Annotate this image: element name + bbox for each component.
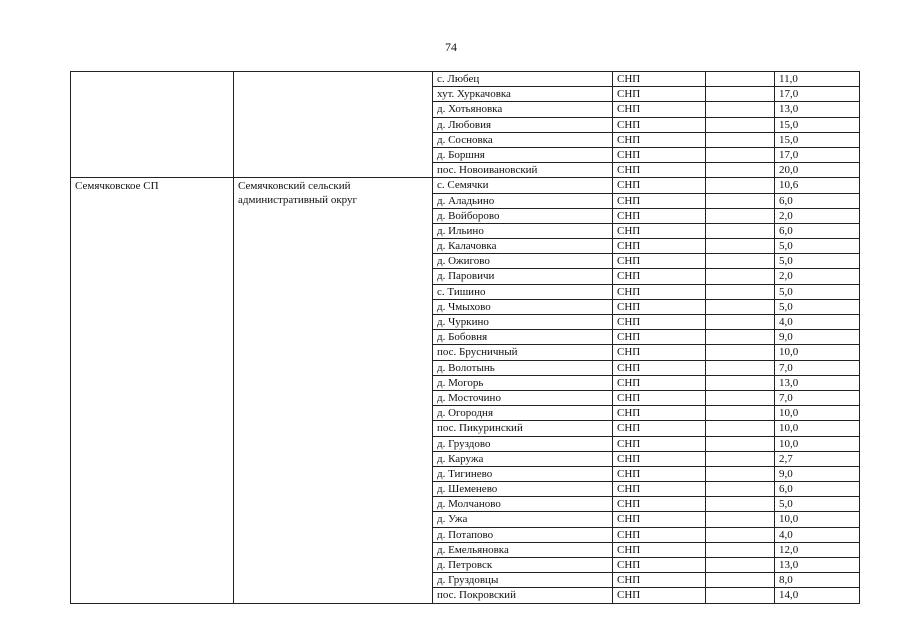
- value-cell: 12,0: [775, 542, 860, 557]
- type-cell: СНП: [613, 132, 706, 147]
- empty-cell: [706, 527, 775, 542]
- empty-cell: [706, 482, 775, 497]
- empty-cell: [706, 208, 775, 223]
- value-cell: 13,0: [775, 558, 860, 573]
- value-cell: 9,0: [775, 466, 860, 481]
- value-cell: 7,0: [775, 360, 860, 375]
- type-cell: СНП: [613, 315, 706, 330]
- value-cell: 13,0: [775, 375, 860, 390]
- empty-cell: [706, 542, 775, 557]
- type-cell: СНП: [613, 239, 706, 254]
- empty-cell: [706, 163, 775, 178]
- type-cell: СНП: [613, 375, 706, 390]
- place-cell: д. Огородня: [433, 406, 613, 421]
- empty-cell: [706, 466, 775, 481]
- type-cell: СНП: [613, 482, 706, 497]
- value-cell: 8,0: [775, 573, 860, 588]
- empty-cell: [706, 330, 775, 345]
- place-cell: д. Паровичи: [433, 269, 613, 284]
- settlements-table: [70, 71, 860, 604]
- type-cell: СНП: [613, 193, 706, 208]
- empty-cell: [706, 315, 775, 330]
- place-cell: д. Боршня: [433, 147, 613, 162]
- place-cell: д. Петровск: [433, 558, 613, 573]
- type-cell: СНП: [613, 208, 706, 223]
- type-cell: СНП: [613, 436, 706, 451]
- value-cell: 5,0: [775, 497, 860, 512]
- place-cell: д. Ужа: [433, 512, 613, 527]
- okrug-cell: Семячковский сельский административный округ: [234, 178, 433, 603]
- place-cell: пос. Покровский: [433, 588, 613, 603]
- type-cell: СНП: [613, 390, 706, 405]
- empty-cell: [706, 390, 775, 405]
- empty-cell: [706, 87, 775, 102]
- type-cell: СНП: [613, 223, 706, 238]
- place-cell: д. Шеменево: [433, 482, 613, 497]
- value-cell: 10,6: [775, 178, 860, 193]
- place-cell: д. Волотынь: [433, 360, 613, 375]
- empty-cell: [706, 193, 775, 208]
- value-cell: 11,0: [775, 72, 860, 87]
- empty-cell: [706, 147, 775, 162]
- place-cell: д. Могорь: [433, 375, 613, 390]
- value-cell: 2,0: [775, 208, 860, 223]
- empty-cell: [706, 573, 775, 588]
- place-cell: пос. Брусничный: [433, 345, 613, 360]
- value-cell: 5,0: [775, 284, 860, 299]
- empty-cell: [706, 102, 775, 117]
- place-cell: д. Войборово: [433, 208, 613, 223]
- place-cell: д. Груздовцы: [433, 573, 613, 588]
- type-cell: СНП: [613, 497, 706, 512]
- value-cell: 6,0: [775, 223, 860, 238]
- value-cell: 15,0: [775, 117, 860, 132]
- value-cell: 10,0: [775, 406, 860, 421]
- type-cell: СНП: [613, 72, 706, 87]
- place-cell: д. Сосновка: [433, 132, 613, 147]
- settlement-cell: [71, 72, 234, 178]
- empty-cell: [706, 406, 775, 421]
- settlement-cell: Семячковское СП: [71, 178, 234, 603]
- type-cell: СНП: [613, 284, 706, 299]
- place-cell: д. Ильино: [433, 223, 613, 238]
- place-cell: пос. Пикуринский: [433, 421, 613, 436]
- place-cell: д. Аладьино: [433, 193, 613, 208]
- place-cell: с. Семячки: [433, 178, 613, 193]
- value-cell: 15,0: [775, 132, 860, 147]
- empty-cell: [706, 254, 775, 269]
- place-cell: д. Потапово: [433, 527, 613, 542]
- empty-cell: [706, 72, 775, 87]
- type-cell: СНП: [613, 163, 706, 178]
- type-cell: СНП: [613, 147, 706, 162]
- place-cell: д. Калачовка: [433, 239, 613, 254]
- empty-cell: [706, 375, 775, 390]
- type-cell: СНП: [613, 421, 706, 436]
- place-cell: д. Мосточино: [433, 390, 613, 405]
- empty-cell: [706, 178, 775, 193]
- value-cell: 5,0: [775, 239, 860, 254]
- value-cell: 4,0: [775, 315, 860, 330]
- empty-cell: [706, 558, 775, 573]
- value-cell: 13,0: [775, 102, 860, 117]
- value-cell: 17,0: [775, 87, 860, 102]
- type-cell: СНП: [613, 117, 706, 132]
- value-cell: 6,0: [775, 482, 860, 497]
- empty-cell: [706, 132, 775, 147]
- place-cell: д. Любовия: [433, 117, 613, 132]
- value-cell: 10,0: [775, 436, 860, 451]
- empty-cell: [706, 345, 775, 360]
- place-cell: д. Груздово: [433, 436, 613, 451]
- place-cell: д. Молчаново: [433, 497, 613, 512]
- place-cell: с. Любец: [433, 72, 613, 87]
- empty-cell: [706, 360, 775, 375]
- place-cell: д. Чмыхово: [433, 299, 613, 314]
- place-cell: пос. Новоивановский: [433, 163, 613, 178]
- empty-cell: [706, 512, 775, 527]
- place-cell: с. Тишино: [433, 284, 613, 299]
- place-cell: д. Емельяновка: [433, 542, 613, 557]
- type-cell: СНП: [613, 406, 706, 421]
- type-cell: СНП: [613, 573, 706, 588]
- place-cell: д. Каружа: [433, 451, 613, 466]
- okrug-cell: [234, 72, 433, 178]
- place-cell: д. Тигинево: [433, 466, 613, 481]
- empty-cell: [706, 223, 775, 238]
- place-cell: д. Чуркино: [433, 315, 613, 330]
- value-cell: 17,0: [775, 147, 860, 162]
- value-cell: 10,0: [775, 512, 860, 527]
- value-cell: 5,0: [775, 299, 860, 314]
- empty-cell: [706, 436, 775, 451]
- value-cell: 10,0: [775, 421, 860, 436]
- type-cell: СНП: [613, 330, 706, 345]
- type-cell: СНП: [613, 558, 706, 573]
- place-cell: д. Ожигово: [433, 254, 613, 269]
- empty-cell: [706, 299, 775, 314]
- type-cell: СНП: [613, 87, 706, 102]
- value-cell: 7,0: [775, 390, 860, 405]
- empty-cell: [706, 284, 775, 299]
- empty-cell: [706, 421, 775, 436]
- type-cell: СНП: [613, 360, 706, 375]
- place-cell: д. Бобовня: [433, 330, 613, 345]
- type-cell: СНП: [613, 588, 706, 603]
- empty-cell: [706, 269, 775, 284]
- value-cell: 14,0: [775, 588, 860, 603]
- value-cell: 9,0: [775, 330, 860, 345]
- value-cell: 2,0: [775, 269, 860, 284]
- empty-cell: [706, 451, 775, 466]
- page-number: 74: [445, 40, 457, 54]
- type-cell: СНП: [613, 542, 706, 557]
- value-cell: 2,7: [775, 451, 860, 466]
- value-cell: 10,0: [775, 345, 860, 360]
- empty-cell: [706, 117, 775, 132]
- place-cell: д. Хотьяновка: [433, 102, 613, 117]
- type-cell: СНП: [613, 299, 706, 314]
- type-cell: СНП: [613, 345, 706, 360]
- value-cell: 20,0: [775, 163, 860, 178]
- type-cell: СНП: [613, 102, 706, 117]
- type-cell: СНП: [613, 512, 706, 527]
- type-cell: СНП: [613, 451, 706, 466]
- type-cell: СНП: [613, 178, 706, 193]
- value-cell: 4,0: [775, 527, 860, 542]
- empty-cell: [706, 588, 775, 603]
- type-cell: СНП: [613, 466, 706, 481]
- empty-cell: [706, 239, 775, 254]
- type-cell: СНП: [613, 254, 706, 269]
- type-cell: СНП: [613, 527, 706, 542]
- table-row: [71, 178, 860, 193]
- type-cell: СНП: [613, 269, 706, 284]
- value-cell: 6,0: [775, 193, 860, 208]
- empty-cell: [706, 497, 775, 512]
- value-cell: 5,0: [775, 254, 860, 269]
- place-cell: хут. Хуркачовка: [433, 87, 613, 102]
- table-row: [71, 72, 860, 87]
